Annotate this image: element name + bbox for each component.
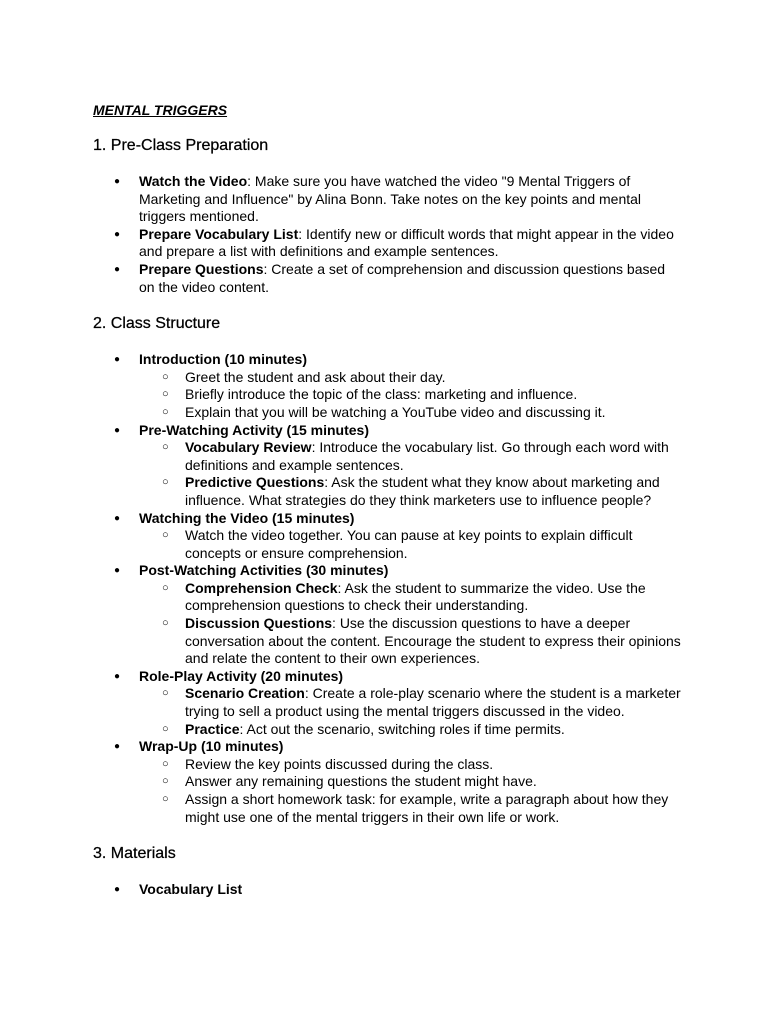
item-title: Role-Play Activity (20 minutes) (139, 667, 344, 684)
sub-list-item (139, 439, 683, 474)
item-title: Vocabulary List (139, 881, 243, 898)
sub-list-item: ○ Watch the video together. You can pause at key points to explain difficult concepts or ensure comprehension. (139, 527, 683, 562)
materials-list (93, 881, 683, 899)
sub-list-item: ○ Assign a short homework task: for example, write a paragraph about how they might use one of the mental triggers in their own life or work. (139, 791, 683, 826)
item-title: Post-Watching Activities (30 minutes) (139, 562, 389, 579)
list-item (93, 351, 683, 421)
list-item (93, 738, 683, 826)
sub-list (139, 685, 683, 738)
list-item (93, 261, 683, 296)
item-text: : Create a role-play scenario where the student is a marketer trying to sell a product using the mental triggers discussed in the video. (185, 685, 681, 720)
sub-list (139, 439, 683, 509)
list-item (93, 422, 683, 510)
section-heading-materials: 3. Materials (93, 845, 176, 863)
class-structure-list (93, 351, 683, 826)
item-title: Watching the Video (15 minutes) (139, 509, 355, 526)
item-title: Wrap-Up (10 minutes) (139, 738, 284, 755)
item-term: Watch the Video (139, 173, 248, 189)
item-title: Introduction (10 minutes) (139, 351, 307, 368)
sub-list-item (139, 474, 683, 509)
sub-list (139, 580, 683, 668)
list-item (93, 668, 683, 738)
section-heading-pre-class: 1. Pre-Class Preparation (93, 137, 269, 154)
item-title: Pre-Watching Activity (15 minutes) (139, 421, 370, 438)
list-item (93, 881, 683, 899)
item-term: Discussion Questions (185, 615, 333, 632)
item-term: Practice (185, 720, 240, 737)
item-text: : Ask the student to summarize the video. Use the comprehension questions to check their understanding. (185, 579, 646, 614)
section-heading-class-structure: 2. Class Structure (93, 315, 221, 333)
sub-list-item: ○ Briefly introduce the topic of the class: marketing and influence. (139, 386, 683, 404)
list-item (93, 226, 683, 261)
item-term: Vocabulary Review (185, 439, 312, 456)
item-text: : Create a set of comprehension and discussion questions based on the video content. (139, 260, 666, 295)
pre-class-list (93, 173, 683, 296)
item-text: : Use the discussion questions to have a deeper conversation about the content. Encourage the student to express their opinions and relate the content to their own experiences. (185, 615, 681, 667)
item-term: Scenario Creation (185, 685, 305, 702)
item-term: Comprehension Check (185, 579, 338, 596)
sub-list (139, 369, 683, 422)
sub-list-item: ○ Answer any remaining questions the student might have. (139, 773, 683, 791)
item-text: : Act out the scenario, switching roles if time permits. (239, 720, 565, 737)
document-page (93, 101, 683, 899)
sub-list-item (139, 580, 683, 615)
sub-list-item (139, 615, 683, 668)
list-item (93, 173, 683, 226)
item-term: Prepare Vocabulary List (139, 225, 299, 242)
item-term: Predictive Questions (185, 474, 325, 491)
item-term: Prepare Questions (139, 260, 264, 277)
list-item (93, 510, 683, 563)
sub-list-item: ○ Review the key points discussed during the class. (139, 756, 683, 774)
document-title: MENTAL TRIGGERS (93, 102, 228, 118)
sub-list-item (139, 685, 683, 720)
sub-list (139, 756, 683, 826)
list-item (93, 562, 683, 668)
item-text: : Make sure you have watched the video "9 Mental Triggers of Marketing and Influence" by Alina Bonn. Take notes on the key points and mental triggers mentioned. (139, 173, 642, 225)
sub-list-item: ○ Greet the student and ask about their day. (139, 369, 683, 387)
sub-list (139, 527, 683, 562)
item-text: : Ask the student what they know about marketing and influence. What strategies do they think marketers use to influence people? (185, 474, 660, 508)
item-text: : Introduce the vocabulary list. Go through each word with definitions and example sentences. (185, 439, 669, 473)
sub-list-item: ○ Explain that you will be watching a YouTube video and discussing it. (139, 404, 683, 422)
item-text: : Identify new or difficult words that might appear in the video and prepare a list with definitions and example sentences. (139, 225, 674, 260)
sub-list-item (139, 721, 683, 739)
